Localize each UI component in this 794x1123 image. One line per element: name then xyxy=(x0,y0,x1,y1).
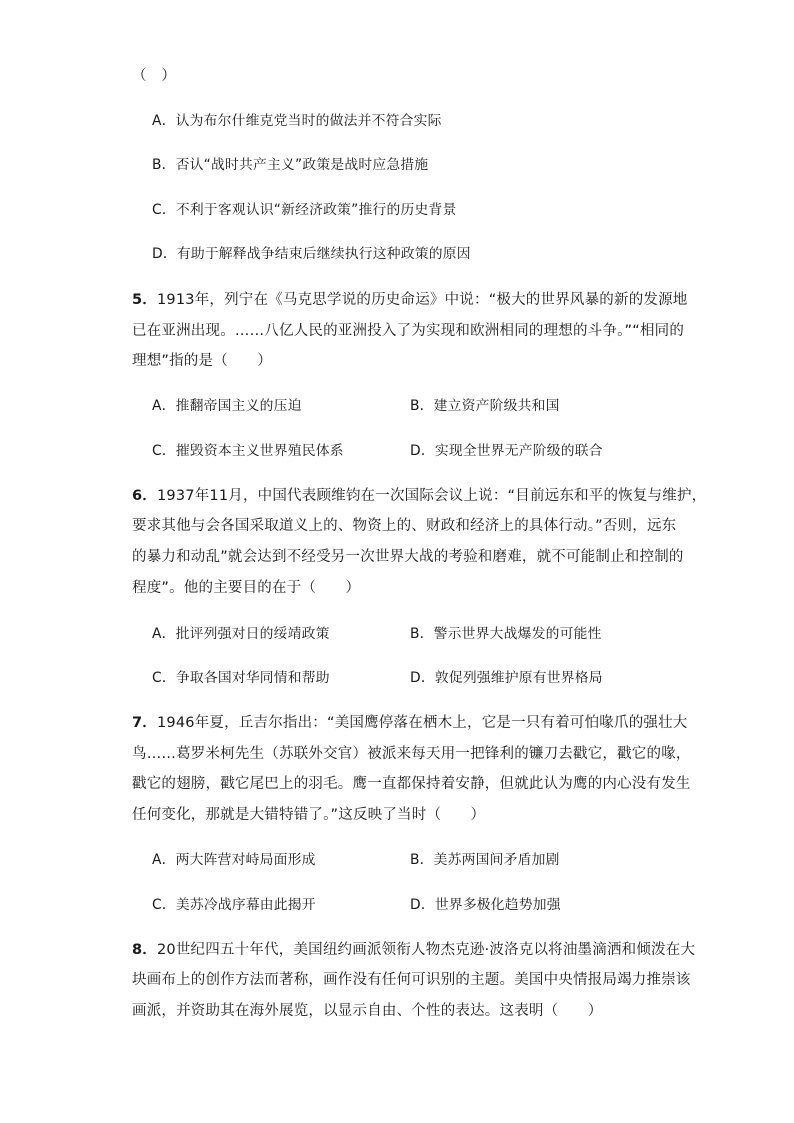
q4-option-c: C．不利于客观认识“新经济政策”推行的历史背景 xyxy=(152,202,457,218)
q4-tail: （ ） xyxy=(132,68,177,84)
q6-option-b: B．警示世界大战爆发的可能性 xyxy=(410,626,602,642)
q4-option-b: B．否认“战时共产主义”政策是战时应急措施 xyxy=(152,157,429,173)
q6-stem-line: 程度”。他的主要目的在于（ ） xyxy=(132,580,361,596)
q7-option-c: C．美苏冷战序幕由此揭开 xyxy=(152,897,316,913)
q6-option-a: A．批评列强对日的绥靖政策 xyxy=(152,626,330,642)
q5-stem-line: 5．1913年，列宁在《马克思学说的历史命运》中说：“极大的世界风暴的新的发源地 xyxy=(132,292,688,308)
q7-option-a: A．两大阵营对峙局面形成 xyxy=(152,852,316,868)
q7-option-b: B．美苏两国间矛盾加剧 xyxy=(410,852,560,868)
q7-option-d: D．世界多极化趋势加强 xyxy=(410,897,561,913)
q8-stem-line: 块画布上的创作方法而著称，画作没有任何可识别的主题。美国中央情报局竭力推崇该 xyxy=(132,972,691,988)
q5-stem-line: 已在亚洲出现。……八亿人民的亚洲投入了为实现和欧洲相同的理想的斗争。”“相同的 xyxy=(132,323,685,339)
q6-stem-line: 6．1937年11月，中国代表顾维钧在一次国际会议上说：“目前远东和平的恢复与维护， xyxy=(132,488,707,504)
q6-number: 6． xyxy=(132,488,157,504)
q6-stem-line: 要求其他与会各国采取道义上的、物资上的、财政和经济上的具体行动。”否则，远东 xyxy=(132,518,677,534)
q8-stem-line: 画派，并资助其在海外展览，以显示自由、个性的表达。这表明（ ） xyxy=(132,1003,603,1019)
q7-stem-line: 任何变化，那就是大错特错了。”这反映了当时（ ） xyxy=(132,807,486,823)
q6-stem-line: 的暴力和动乱”就会达到不经受另一次世界大战的考验和磨难，就不可能制止和控制的 xyxy=(132,549,684,565)
q4-option-a: A．认为布尔什维克党当时的做法并不符合实际 xyxy=(152,113,442,129)
q8-number: 8． xyxy=(132,942,157,958)
q4-option-d: D．有助于解释战争结束后继续执行这种政策的原因 xyxy=(152,246,471,262)
q6-option-c: C．争取各国对华同情和帮助 xyxy=(152,670,330,686)
q7-stem-line: 7．1946年夏，丘吉尔指出：“美国鹰停落在栖木上，它是一只有着可怕喙爪的强壮大 xyxy=(132,715,688,731)
q7-number: 7． xyxy=(132,715,157,731)
q7-stem-line: 鸟……葛罗米柯先生（苏联外交官）被派来每天用一把锋利的镰刀去戳它，戳它的喙， xyxy=(132,746,691,762)
q8-stem-line: 8．20世纪四五十年代，美国纽约画派领衔人物杰克逊·波洛克以将油墨滴洒和倾泼在大 xyxy=(132,942,696,958)
q5-option-a: A．推翻帝国主义的压迫 xyxy=(152,398,302,414)
q5-stem-line: 理想”指的是（ ） xyxy=(132,353,273,369)
q6-option-d: D．敦促列强维护原有世界格局 xyxy=(410,670,603,686)
q5-option-c: C．摧毁资本主义世界殖民体系 xyxy=(152,443,344,459)
q5-option-d: D．实现全世界无产阶级的联合 xyxy=(410,443,603,459)
q5-number: 5． xyxy=(132,292,157,308)
q7-stem-line: 戳它的翅膀，戳它尾巴上的羽毛。鹰一直都保持着安静，但就此认为鹰的内心没有发生 xyxy=(132,776,691,792)
q5-option-b: B．建立资产阶级共和国 xyxy=(410,398,560,414)
